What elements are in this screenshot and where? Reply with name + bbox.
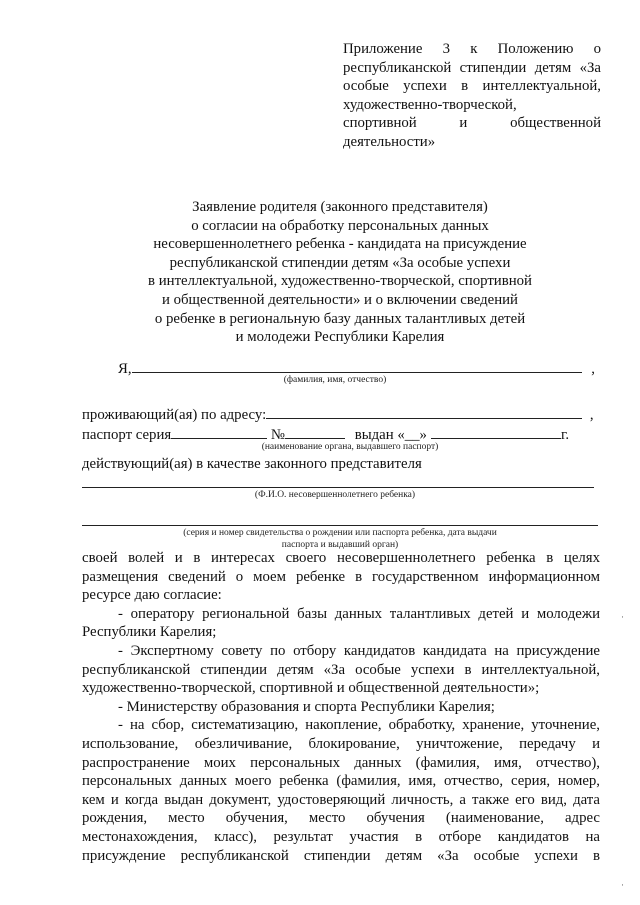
acting-row: [82, 456, 602, 473]
passport-number-field[interactable]: [285, 424, 345, 439]
body-line: ресурсе даю согласие:: [82, 587, 222, 604]
body-line: присуждение республиканской стипендии детям «За особые успехи в: [82, 847, 600, 864]
acting-label: действующий(ая) в качестве законного представителя: [82, 456, 422, 472]
body-line: - Экспертному совету по отбору кандидатов кандидата на присуждение: [118, 642, 600, 659]
body-line: - оператору региональной базы данных талантливых детей и молодежи: [118, 605, 600, 622]
body-line: использование, обезличивание, блокирование, уничтожение, передачу и: [82, 735, 600, 752]
fio-hint: (фамилия, имя, отчество): [283, 375, 387, 385]
comma: ,: [589, 407, 594, 423]
child-document-field[interactable]: [82, 524, 598, 526]
address-label: проживающий(ая) по адресу:: [82, 407, 267, 423]
appendix-line: художественно-творческой,: [343, 96, 517, 113]
body-line: республиканской стипендии детям «За особые успехи в интеллектуальной,: [82, 661, 600, 678]
body-line: размещения сведений о моем ребенке в государственном информационном: [82, 568, 600, 585]
i-label: Я,: [118, 361, 132, 377]
appendix-line: особые успехи в интеллектуальной,: [343, 78, 601, 94]
title-line: несовершеннолетнего ребенка - кандидата на присуждение: [153, 236, 527, 253]
title-line: и общественной деятельности» и о включении сведений: [162, 291, 518, 308]
title-line: в интеллектуальной, художественно-творческой, спортивной: [148, 273, 532, 290]
body-line: кем и когда выдан документ, удостоверяющий личность, а также его вид, дата: [82, 791, 600, 808]
body-line: Республики Карелия;: [82, 624, 217, 641]
passport-series-field[interactable]: [171, 424, 267, 439]
title-line: о ребенке в региональную базу данных талантливых детей: [154, 310, 526, 327]
issued-label: выдан «__»: [354, 427, 427, 443]
scan-speck: ·: [621, 880, 624, 890]
appendix-line: Приложение 3 к Положению о: [343, 41, 601, 57]
passport-issuer-field[interactable]: [431, 424, 561, 439]
address-field[interactable]: [266, 404, 582, 419]
year-suffix: г.: [560, 427, 570, 443]
body-line: распространение моих персональных данных (фамилия, имя, отчество),: [82, 754, 600, 771]
passport-series-label: паспорт серия: [82, 427, 172, 443]
child-fio-hint: (Ф.И.О. несовершеннолетнего ребенка): [254, 490, 416, 500]
body-line: своей волей и в интересах своего несовершеннолетнего ребенка в целях: [82, 550, 600, 566]
title-line: о согласии на обработку персональных данных: [191, 217, 489, 234]
issuer-hint: (наименование органа, выдавшего паспорт): [261, 442, 439, 452]
body-line: художественно-творческой, спортивной и общественной деятельности»;: [82, 680, 540, 697]
body-line: - на сбор, систематизацию, накопление, обработку, хранение, уточнение,: [118, 717, 600, 734]
body-line: рождения, место обучения, место обучения (наименование, адрес: [82, 810, 600, 827]
passport-row: [82, 424, 602, 444]
body-line: персональных данных моего ребенка (фамилия, имя, отчество, серия, номер,: [82, 773, 600, 790]
document-hint-line2: паспорта и выдавший орган): [281, 540, 399, 550]
child-fio-field[interactable]: [82, 486, 594, 488]
document-hint-line1: (серия и номер свидетельства о рождении или паспорта ребенка, дата выдачи: [183, 528, 497, 538]
consent-body: [82, 549, 600, 865]
title-line: республиканской стипендии детям «За особые успехи: [169, 254, 511, 271]
scan-speck: ·: [621, 612, 624, 622]
title-line: Заявление родителя (законного представителя): [192, 199, 488, 215]
appendix-header: [343, 40, 601, 151]
number-sign: №: [270, 427, 286, 443]
fio-field[interactable]: [132, 358, 582, 373]
body-line: - Министерству образования и спорта Республики Карелия;: [118, 698, 495, 715]
document-title: [80, 198, 600, 347]
appendix-line: республиканской стипендии детям «За: [343, 59, 601, 76]
appendix-line: спортивной и общественной: [343, 115, 601, 131]
comma: ,: [591, 361, 595, 377]
appendix-line: деятельности»: [343, 133, 436, 150]
title-line: и молодежи Республики Карелия: [235, 329, 445, 346]
address-row: [82, 404, 602, 424]
body-line: местонахождения, класс), результат участия в отборе кандидатов на: [82, 828, 600, 845]
